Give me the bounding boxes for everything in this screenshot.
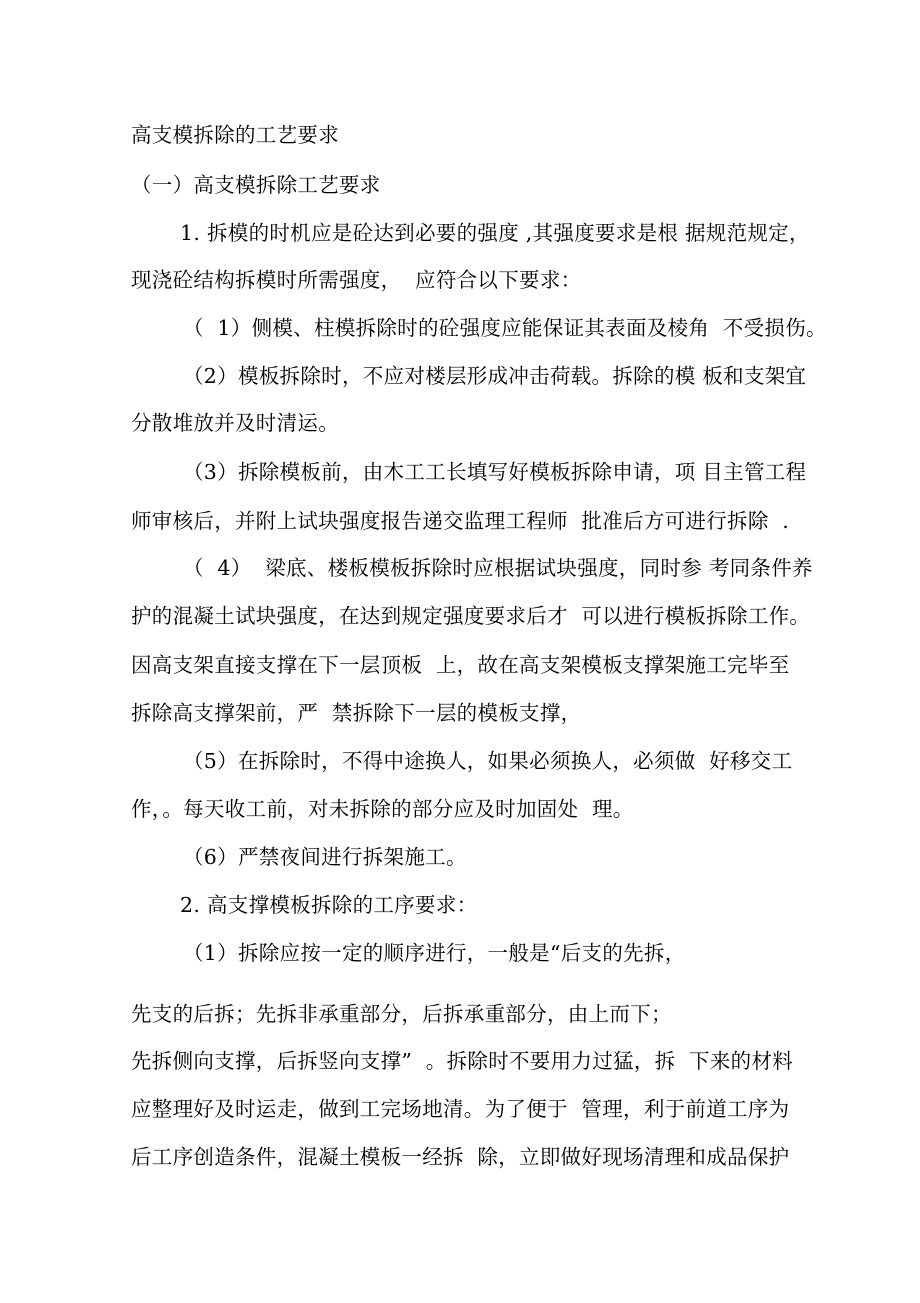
paragraph-line: 师审核后，并附上试块强度报告递交监理工程师 批准后方可进行拆除 .	[131, 509, 790, 533]
paragraph-line: （3）拆除模板前，由木工工长填写好模板拆除申请，项 目主管工程	[183, 460, 807, 484]
paragraph-line: 拆除高支撑架前，严 禁拆除下一层的模板支撑，	[131, 701, 582, 725]
paragraph-line: 1. 拆模的时机应是砼达到必要的强度 ,其强度要求是根 据规范规定，	[180, 221, 810, 245]
paragraph-line: 分散堆放并及时清运。	[131, 411, 339, 435]
paragraph-line: （1）拆除应按一定的顺序进行，一般是“后支的先拆，	[183, 941, 686, 965]
paragraph-line: （ 4） 梁底、楼板模板拆除时应根据试块强度，同时参 考同条件养	[183, 556, 813, 580]
paragraph-line: 护的混凝土试块强度，在达到规定强度要求后才 可以进行模板拆除工作。	[131, 604, 811, 628]
section-heading: （一）高支模拆除工艺要求	[131, 173, 381, 197]
paragraph-line: （6）严禁夜间进行拆架施工。	[183, 845, 467, 869]
paragraph-line: 应整理好及时运走，做到工完场地清。为了便于 管理，利于前道工序为	[131, 1097, 790, 1121]
paragraph-line: （5）在拆除时，不得中途换人，如果必须换人，必须做 好移交工	[183, 749, 793, 773]
paragraph-line: 2. 高支撑模板拆除的工序要求：	[180, 893, 478, 917]
paragraph-line: （2）模板拆除时，不应对楼层形成冲击荷载。拆除的模 板和支架宜	[183, 364, 807, 388]
paragraph-line: 后工序创造条件，混凝土模板一经拆 除，立即做好现场清理和成品保护	[131, 1145, 790, 1169]
paragraph-line: 作，。每天收工前，对未拆除的部分应及时加固处 理。	[131, 797, 634, 821]
paragraph-line: 因高支架直接支撑在下一层顶板 上，故在高支架模板支撑架施工完毕至	[131, 653, 790, 677]
document-title: 高支模拆除的工艺要求	[131, 123, 339, 147]
paragraph-line: 先拆侧向支撑，后拆竖向支撑” 。拆除时不要用力过猛，拆 下来的材料	[131, 1049, 794, 1073]
paragraph-line: 先支的后拆；先拆非承重部分，后拆承重部分，由上而下；	[131, 1002, 672, 1026]
paragraph-line: （ 1）侧模、柱模拆除时的砼强度应能保证其表面及棱角 不受损伤。	[183, 316, 827, 340]
paragraph-line: 现浇砼结构拆模时所需强度， 应符合以下要求：	[131, 268, 582, 292]
